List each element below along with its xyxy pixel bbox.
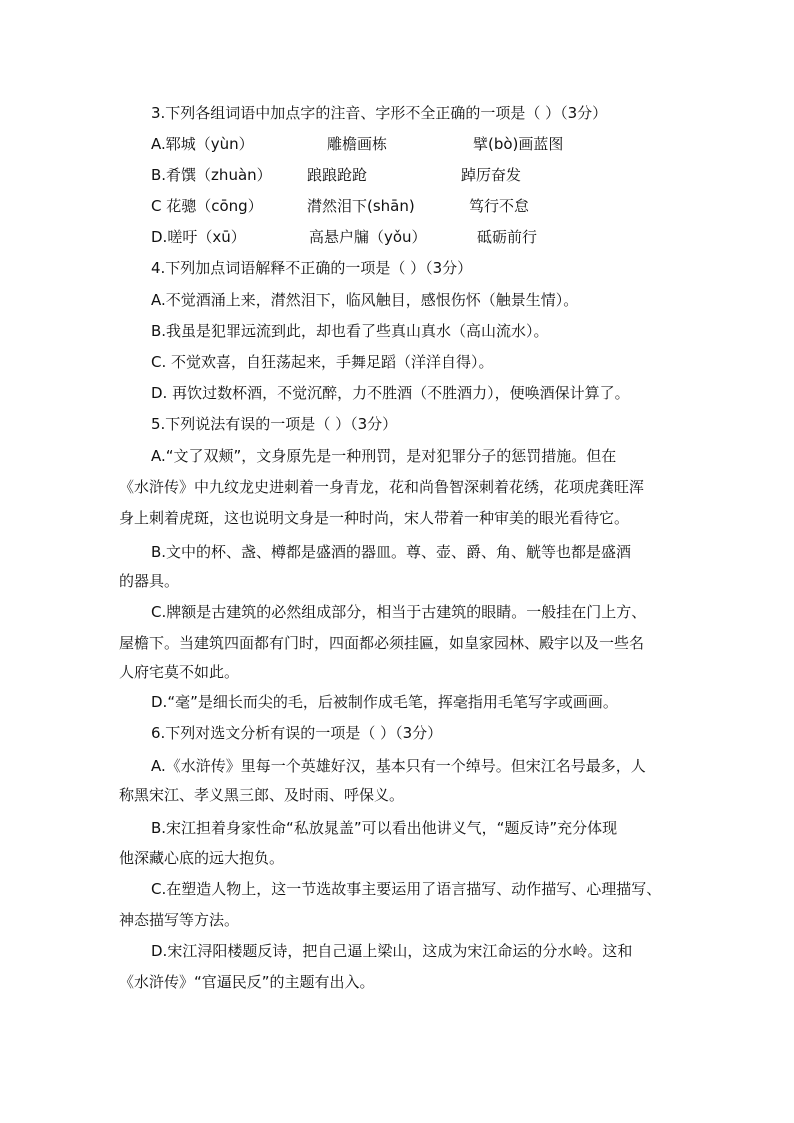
q6-option-a-line2: 称黑宋江、孝义黑三郎、及时雨、呼保义。: [119, 786, 405, 804]
q3-option-a-word2: 雕檐画栋: [327, 135, 388, 153]
q3-option-b-word2: 踉踉跄跄: [307, 166, 368, 184]
q3-option-c-word2: 潸然泪下(shān): [307, 197, 415, 215]
q3-option-d-word2: 高悬户牖（yǒu）: [309, 228, 427, 246]
q3-stem: 3.下列各组词语中加点字的注音、字形不全正确的一项是（ ）（3分）: [151, 104, 608, 122]
q5-stem: 5.下列说法有误的一项是（ ）（3分）: [151, 415, 398, 433]
q5-option-a-line3: 身上刺着虎斑，这也说明文身是一种时尚，宋人带着一种审美的眼光看待它。: [119, 509, 630, 527]
q5-option-c-line1: C.牌额是古建筑的必然组成部分，相当于古建筑的眼睛。一般挂在门上方、: [151, 603, 647, 621]
q4-option-b: B.我虽是犯罪远流到此，却也看了些真山真水（高山流水）。: [151, 322, 549, 340]
q6-option-b-line2: 他深藏心底的远大抱负。: [119, 849, 285, 867]
q5-option-c-line3: 人府宅莫不如此。: [119, 663, 240, 681]
q3-option-a-word3: 擘(bò)画蓝图: [473, 135, 564, 153]
q5-option-c-line2: 屋檐下。当建筑四面都有门时，四面都必须挂匾，如皇家园林、殿宇以及一些名: [119, 634, 645, 652]
q3-option-c-word1: C 花骢（cōng）: [151, 197, 263, 215]
q6-option-d-line1: D.宋江浔阳楼题反诗，把自己逼上梁山，这成为宋江命运的分水岭。这和: [151, 942, 633, 960]
q3-option-d-word1: D.嗟吁（xū）: [151, 228, 246, 246]
q3-option-d-word3: 砥砺前行: [477, 228, 538, 246]
q3-option-b-word3: 踔厉奋发: [461, 166, 522, 184]
q6-stem: 6.下列对选文分析有误的一项是（ ）（3分）: [151, 724, 443, 742]
q3-option-c-word3: 笃行不怠: [469, 197, 530, 215]
q4-option-c: C. 不觉欢喜，自狂荡起来，手舞足蹈（洋洋自得）。: [151, 353, 494, 371]
q6-option-d-line2: 《水浒传》“官逼民反”的主题有出入。: [119, 973, 375, 991]
q5-option-a-line1: A.“文了双颊”，文身原先是一种刑罚，是对犯罪分子的惩罚措施。但在: [151, 447, 617, 465]
q5-option-b-line2: 的器具。: [119, 572, 180, 590]
q4-option-a: A.不觉酒涌上来，潸然泪下，临风触目，感恨伤怀（触景生情）。: [151, 291, 579, 309]
q6-option-a-line1: A.《水浒传》里每一个英雄好汉，基本只有一个绰号。但宋江名号最多，人: [151, 757, 646, 775]
q6-option-c-line1: C.在塑造人物上，这一节选故事主要运用了语言描写、动作描写、心理描写、: [151, 880, 662, 898]
q5-option-a-line2: 《水浒传》中九纹龙史进刺着一身青龙，花和尚鲁智深刺着花绣，花项虎龚旺浑: [119, 478, 645, 496]
q6-option-b-line1: B.宋江担着身家性命“私放晁盖”可以看出他讲义气，“题反诗”充分体现: [151, 819, 618, 837]
q4-option-d: D. 再饮过数杯酒，不觉沉醉，力不胜酒（不胜酒力），便唤酒保计算了。: [151, 384, 630, 402]
q4-stem: 4.下列加点词语解释不正确的一项是（ ）（3分）: [151, 259, 473, 277]
q6-option-c-line2: 神态描写等方法。: [119, 911, 240, 929]
q3-option-b-word1: B.肴馔（zhuàn）: [151, 166, 272, 184]
q5-option-b-line1: B.文中的杯、盏、樽都是盛酒的器皿。尊、壶、爵、角、觥等也都是盛酒: [151, 543, 632, 561]
q3-option-a-word1: A.郓城（yùn）: [151, 135, 254, 153]
q5-option-d-line1: D.“毫”是细长而尖的毛，后被制作成毛笔，挥毫指用毛笔写字或画画。: [151, 693, 618, 711]
